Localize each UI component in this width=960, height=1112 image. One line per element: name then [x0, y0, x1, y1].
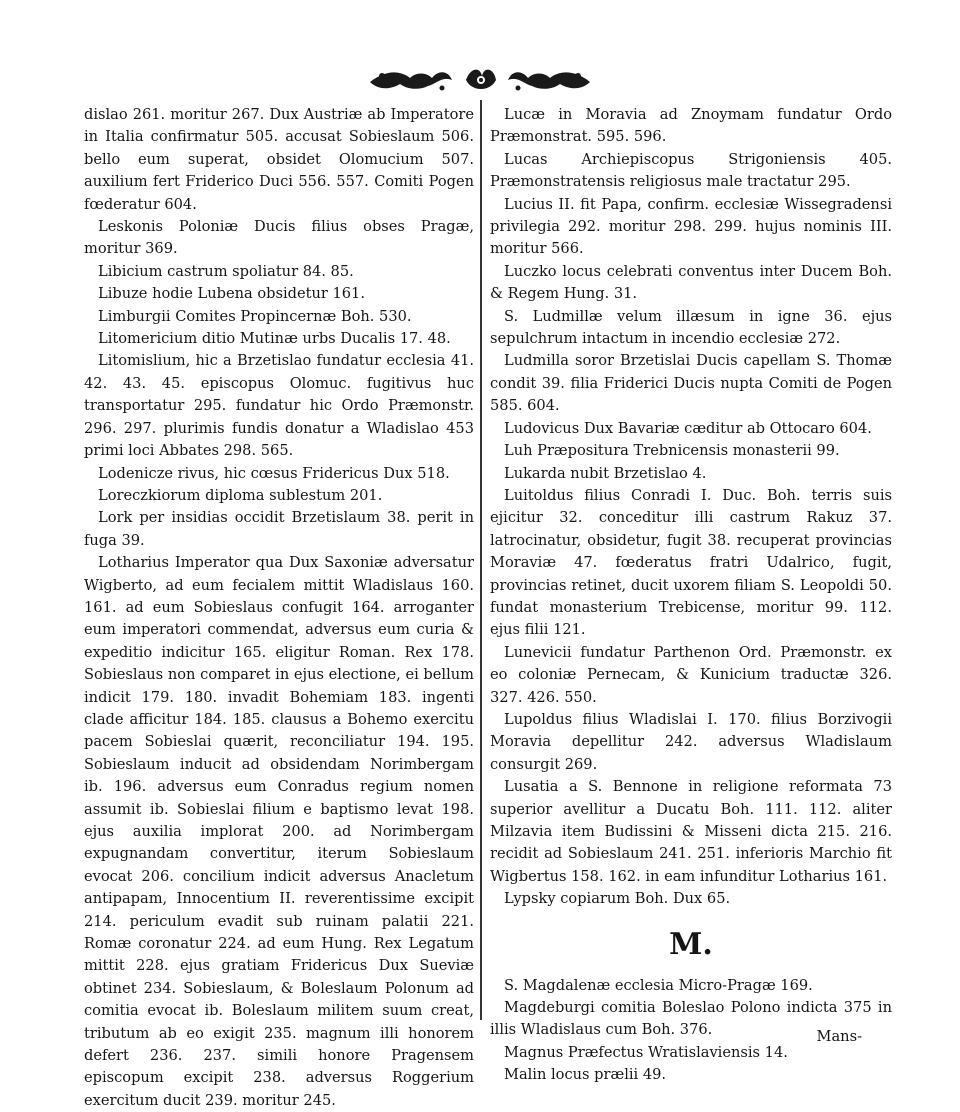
index-entry: Limburgii Comites Propincernæ Boh. 530.: [98, 307, 412, 325]
section-letter-heading: M.: [669, 926, 713, 962]
index-entry: Luitoldus filius Conradi I. Duc. Boh. terris suis ejicitur 32. conceditur illi castrum Rakuz 37. latrocinatur, obsidetur, fugit 38. recuperat provincias Moraviæ 47. fœderatus fratri Udalrico, fugit, provincias retinet, ducit uxorem filiam S. Leopoldi 50. fundat monasterium Trebicense, moritur 99. 112. ejus filii 121.: [490, 486, 892, 639]
index-entry: Leskonis Poloniæ Ducis filius obses Pragæ, moritur 369.: [84, 218, 474, 258]
index-entry: Lucæ in Moravia ad Znoymam fundatur Ordo Præmonstrat. 595. 596.: [490, 106, 892, 146]
index-entry: Luczko locus celebrati conventus inter Ducem Boh. & Regem Hung. 31.: [490, 262, 892, 303]
index-entry: Lork per insidias occidit Brzetislaum 38. perit in fuga 39.: [84, 509, 474, 549]
index-entry: Litomislium, hic a Brzetislao fundatur ecclesia 41. 42. 43. 45. episcopus Olomuc. fugitivus huc transportatur 295. fundatur hic Ordo Præmonstr. 296. 297. plurimis fundis donatur a Wladislao 453 primi loci Abbates 298. 565.: [84, 352, 474, 460]
index-entry: Ludovicus Dux Bavariæ cæditur ab Ottocaro 604.: [504, 419, 872, 437]
column-divider: [480, 100, 482, 1020]
index-entry: Lucius II. fit Papa, confirm. ecclesiæ Wissegradensi privilegia 292. moritur 298. 299. hujus nominis III. moritur 566.: [490, 195, 892, 258]
index-entry: Litomericium ditio Mutinæ urbs Ducalis 17. 48.: [98, 330, 451, 348]
left-column: [84, 104, 474, 1112]
index-entry: Libuze hodie Lubena obsidetur 161.: [98, 285, 365, 303]
floral-ornament-icon: [330, 62, 630, 98]
index-entry: Ludmilla soror Brzetislai Ducis capellam S. Thomæ condit 39. filia Friderici Ducis nupta Comiti de Pogen 585. 604.: [490, 352, 892, 415]
index-entry: Lupoldus filius Wladislai I. 170. filius Borzivogii Moravia depellitur 242. adversus Wladislaum consurgit 269.: [490, 710, 892, 773]
index-entry: Magdeburgi comitia Boleslao Polono indicta 375 in illis Wladislaus cum Boh. 376.: [490, 999, 892, 1039]
index-entry: Lotharius Imperator qua Dux Saxoniæ adversatur Wigberto, ad eum fecialem mittit Wladislaus 160. 161. ad eum Sobieslaus confugit 164. arroganter eum imperatori commendat, adversus eum curia & expeditio indicitur 165. eligitur Roman. Rex 178. Sobieslaus non comparet in ejus electione, ei bellum indicit 179. 180. invadit Bohemiam 183. ingenti clade afficitur 184. 185. clausus a Bohemo exercitu pacem Sobieslai quærit, reconciliatur 194. 195. Sobieslaum inducit ad obsidendam Norimbergam ib. 196. adversus eum Conradus regium nomen assumit ib. Sobieslai filium e baptismo levat 198. ejus auxilia implorat 200. ad Norimbergam expugnandam convertitur, iterum Sobieslaum evocat 206. concilium indicit adversus Anacletum antipapam, Innocentium II. reverentissime excipit 214. periculum evadit sub ruinam palatii 221. Romæ coronatur 224. ad eum Hung. Rex Legatum mittit 228. ejus gratiam Fridericus Dux Sueviæ obtinet 234. Sobieslaum, & Boleslaum Polonum ad comitia evocat ib. Boleslaum militem suum creat, tributum ab eo exigit 235. magnum illi honorem defert 236. 237. simili honore Pragensem episcopum excipit 238. adversus Roggerium exercitum ducit 239. moritur 245.: [84, 554, 474, 1109]
index-entry: Lypsky copiarum Boh. Dux 65.: [504, 890, 731, 908]
index-entry: dislao 261. moritur 267. Dux Austriæ ab Imperatore in Italia confirmatur 505. accusat Sobieslaum 506. bello eum superat, obsidet Olomucium 507. auxilium fert Friderico Duci 556. 557. Comiti Pogen fœderatur 604.: [84, 106, 474, 213]
index-entry: Lucas Archiepiscopus Strigoniensis 405. Præmonstratensis religiosus male tractatur 295.: [490, 150, 892, 191]
right-column: [490, 104, 892, 1087]
index-entry: Lodenicze rivus, hic cœsus Fridericus Dux 518.: [98, 464, 450, 482]
index-entry: Libicium castrum spoliatur 84. 85.: [98, 262, 354, 280]
index-entry: Lunevicii fundatur Parthenon Ord. Præmonstr. ex eo coloniæ Pernecam, & Kunicium traductæ 326. 327. 426. 550.: [490, 643, 892, 706]
index-entry: S. Ludmillæ velum illæsum in igne 36. ejus sepulchrum intactum in incendio ecclesiæ 272.: [490, 307, 892, 348]
index-entry: S. Magdalenæ ecclesia Micro-Pragæ 169.: [504, 976, 813, 994]
index-entry: Lukarda nubit Brzetislao 4.: [504, 464, 707, 482]
index-entry: Loreczkiorum diploma sublestum 201.: [98, 486, 383, 504]
catchword: Mans-: [816, 1028, 862, 1045]
index-entry: Malin locus prælii 49.: [504, 1066, 667, 1084]
header-ornament: [0, 62, 960, 98]
index-entry: Luh Præpositura Trebnicensis monasterii 99.: [504, 442, 840, 460]
index-entry: Magnus Præfectus Wratislaviensis 14.: [504, 1043, 788, 1061]
index-entry: Lusatia a S. Bennone in religione reformata 73 superior avellitur a Ducatu Boh. 111. 112. aliter Milzavia item Budissini & Misseni dicta 215. 216. recidit ad Sobieslaum 241. 251. inferioris Marchio fit Wigbertus 158. 162. in eam infunditur Lotharius 161.: [490, 778, 892, 885]
